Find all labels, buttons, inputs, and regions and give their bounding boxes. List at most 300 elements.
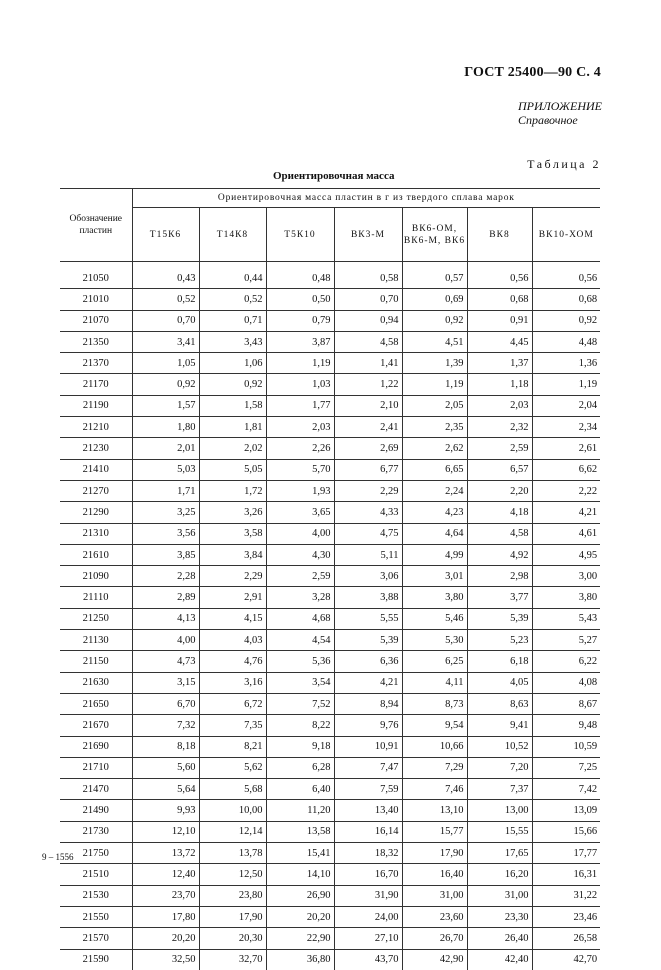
mass-value-cell: 2,04	[532, 395, 600, 416]
table-row	[60, 906, 600, 927]
column-header: ВК6-ОМ, ВК6-М, ВК6	[402, 208, 467, 262]
column-header: ВК8	[467, 208, 532, 262]
plate-designation-cell: 21570	[60, 928, 132, 949]
mass-value-cell: 7,35	[199, 715, 266, 736]
mass-value-cell: 26,90	[266, 885, 334, 906]
mass-value-cell: 4,21	[532, 502, 600, 523]
mass-value-cell: 13,72	[132, 843, 199, 864]
mass-value-cell: 17,90	[199, 906, 266, 927]
mass-value-cell: 4,58	[334, 331, 402, 352]
mass-value-cell: 0,44	[199, 262, 266, 289]
mass-value-cell: 2,59	[266, 566, 334, 587]
mass-value-cell: 12,14	[199, 821, 266, 842]
mass-value-cell: 1,77	[266, 395, 334, 416]
mass-value-cell: 13,10	[402, 800, 467, 821]
mass-value-cell: 17,77	[532, 843, 600, 864]
mass-value-cell: 3,06	[334, 566, 402, 587]
mass-value-cell: 0,69	[402, 289, 467, 310]
plate-designation-cell: 21070	[60, 310, 132, 331]
plate-designation-cell: 21050	[60, 262, 132, 289]
table-row	[60, 630, 600, 651]
mass-value-cell: 5,43	[532, 608, 600, 629]
appendix-block	[518, 99, 602, 127]
mass-value-cell: 2,24	[402, 480, 467, 501]
mass-value-cell: 1,03	[266, 374, 334, 395]
mass-value-cell: 2,28	[132, 566, 199, 587]
mass-value-cell: 1,36	[532, 353, 600, 374]
mass-value-cell: 5,27	[532, 630, 600, 651]
mass-value-cell: 6,18	[467, 651, 532, 672]
table-row	[60, 864, 600, 885]
plate-designation-cell: 21750	[60, 843, 132, 864]
mass-value-cell: 0,71	[199, 310, 266, 331]
mass-value-cell: 3,65	[266, 502, 334, 523]
mass-value-cell: 3,88	[334, 587, 402, 608]
plate-designation-cell: 21090	[60, 566, 132, 587]
mass-value-cell: 2,69	[334, 438, 402, 459]
mass-value-cell: 4,18	[467, 502, 532, 523]
plate-designation-cell: 21730	[60, 821, 132, 842]
mass-value-cell: 3,43	[199, 331, 266, 352]
mass-value-cell: 15,66	[532, 821, 600, 842]
mass-value-cell: 1,57	[132, 395, 199, 416]
mass-value-cell: 4,08	[532, 672, 600, 693]
mass-value-cell: 0,50	[266, 289, 334, 310]
mass-value-cell: 4,95	[532, 544, 600, 565]
table-row	[60, 928, 600, 949]
table-row	[60, 843, 600, 864]
page-header: ГОСТ 25400—90 С. 4	[464, 65, 601, 80]
mass-value-cell: 15,77	[402, 821, 467, 842]
mass-value-cell: 6,25	[402, 651, 467, 672]
mass-value-cell: 2,91	[199, 587, 266, 608]
mass-value-cell: 2,20	[467, 480, 532, 501]
mass-value-cell: 16,20	[467, 864, 532, 885]
mass-value-cell: 20,30	[199, 928, 266, 949]
mass-value-cell: 15,41	[266, 843, 334, 864]
plate-designation-cell: 21530	[60, 885, 132, 906]
table-row	[60, 800, 600, 821]
mass-value-cell: 8,22	[266, 715, 334, 736]
mass-value-cell: 3,85	[132, 544, 199, 565]
mass-value-cell: 17,90	[402, 843, 467, 864]
mass-value-cell: 5,60	[132, 757, 199, 778]
mass-value-cell: 6,65	[402, 459, 467, 480]
plate-designation-cell: 21110	[60, 587, 132, 608]
mass-table	[60, 188, 600, 970]
mass-value-cell: 20,20	[132, 928, 199, 949]
mass-value-cell: 4,61	[532, 523, 600, 544]
mass-value-cell: 23,60	[402, 906, 467, 927]
mass-value-cell: 16,31	[532, 864, 600, 885]
table-header-row	[60, 189, 600, 208]
mass-value-cell: 9,48	[532, 715, 600, 736]
mass-value-cell: 7,52	[266, 693, 334, 714]
plate-designation-cell: 21710	[60, 757, 132, 778]
mass-value-cell: 4,58	[467, 523, 532, 544]
plate-designation-cell: 21010	[60, 289, 132, 310]
mass-value-cell: 1,05	[132, 353, 199, 374]
mass-value-cell: 5,39	[467, 608, 532, 629]
mass-value-cell: 12,50	[199, 864, 266, 885]
table-row	[60, 374, 600, 395]
mass-value-cell: 12,40	[132, 864, 199, 885]
table-row	[60, 523, 600, 544]
mass-value-cell: 0,94	[334, 310, 402, 331]
mass-value-cell: 7,42	[532, 779, 600, 800]
mass-value-cell: 1,19	[532, 374, 600, 395]
mass-value-cell: 2,61	[532, 438, 600, 459]
mass-value-cell: 7,32	[132, 715, 199, 736]
mass-value-cell: 0,43	[132, 262, 199, 289]
mass-value-cell: 1,41	[334, 353, 402, 374]
mass-value-cell: 43,70	[334, 949, 402, 970]
mass-value-cell: 6,62	[532, 459, 600, 480]
mass-value-cell: 3,56	[132, 523, 199, 544]
mass-value-cell: 3,77	[467, 587, 532, 608]
mass-value-cell: 2,62	[402, 438, 467, 459]
plate-designation-cell: 21630	[60, 672, 132, 693]
table-row	[60, 417, 600, 438]
table-row	[60, 949, 600, 970]
table-row	[60, 693, 600, 714]
mass-value-cell: 4,45	[467, 331, 532, 352]
mass-value-cell: 3,54	[266, 672, 334, 693]
mass-value-cell: 3,01	[402, 566, 467, 587]
mass-value-cell: 31,90	[334, 885, 402, 906]
plate-designation-cell: 21670	[60, 715, 132, 736]
plate-designation-cell: 21490	[60, 800, 132, 821]
mass-value-cell: 8,63	[467, 693, 532, 714]
mass-value-cell: 2,32	[467, 417, 532, 438]
mass-value-cell: 23,70	[132, 885, 199, 906]
mass-value-cell: 0,52	[132, 289, 199, 310]
mass-value-cell: 6,36	[334, 651, 402, 672]
mass-value-cell: 5,36	[266, 651, 334, 672]
plate-designation-cell: 21150	[60, 651, 132, 672]
mass-value-cell: 2,03	[266, 417, 334, 438]
plate-designation-cell: 21590	[60, 949, 132, 970]
mass-value-cell: 22,90	[266, 928, 334, 949]
mass-value-cell: 2,05	[402, 395, 467, 416]
mass-value-cell: 2,41	[334, 417, 402, 438]
mass-value-cell: 0,68	[532, 289, 600, 310]
mass-value-cell: 1,06	[199, 353, 266, 374]
mass-value-cell: 3,84	[199, 544, 266, 565]
plate-designation-cell: 21410	[60, 459, 132, 480]
mass-value-cell: 5,30	[402, 630, 467, 651]
mass-value-cell: 4,13	[132, 608, 199, 629]
table-number: Таблица 2	[527, 157, 601, 171]
mass-value-cell: 5,64	[132, 779, 199, 800]
mass-value-cell: 4,73	[132, 651, 199, 672]
mass-value-cell: 2,34	[532, 417, 600, 438]
mass-value-cell: 0,56	[467, 262, 532, 289]
mass-value-cell: 2,89	[132, 587, 199, 608]
plate-designation-cell: 21210	[60, 417, 132, 438]
mass-value-cell: 0,92	[402, 310, 467, 331]
table-row	[60, 438, 600, 459]
mass-value-cell: 11,20	[266, 800, 334, 821]
mass-value-cell: 23,46	[532, 906, 600, 927]
table-row	[60, 395, 600, 416]
mass-value-cell: 26,70	[402, 928, 467, 949]
mass-value-cell: 0,58	[334, 262, 402, 289]
mass-value-cell: 20,20	[266, 906, 334, 927]
mass-value-cell: 23,80	[199, 885, 266, 906]
table-row	[60, 480, 600, 501]
mass-value-cell: 0,56	[532, 262, 600, 289]
mass-value-cell: 13,40	[334, 800, 402, 821]
mass-value-cell: 3,00	[532, 566, 600, 587]
mass-value-cell: 1,19	[266, 353, 334, 374]
mass-value-cell: 32,50	[132, 949, 199, 970]
mass-value-cell: 4,75	[334, 523, 402, 544]
table-row	[60, 502, 600, 523]
mass-value-cell: 1,72	[199, 480, 266, 501]
mass-value-cell: 36,80	[266, 949, 334, 970]
mass-value-cell: 6,57	[467, 459, 532, 480]
mass-value-cell: 8,18	[132, 736, 199, 757]
mass-value-cell: 8,94	[334, 693, 402, 714]
table-row	[60, 262, 600, 289]
mass-value-cell: 6,77	[334, 459, 402, 480]
mass-value-cell: 1,19	[402, 374, 467, 395]
mass-value-cell: 2,22	[532, 480, 600, 501]
table-title: Ориентировочная масса	[273, 170, 395, 182]
mass-value-cell: 9,93	[132, 800, 199, 821]
designation-header: Обозначение пластин	[60, 189, 132, 262]
table-body	[60, 262, 600, 970]
mass-value-cell: 5,46	[402, 608, 467, 629]
mass-value-cell: 1,80	[132, 417, 199, 438]
mass-value-cell: 0,92	[532, 310, 600, 331]
mass-value-cell: 1,58	[199, 395, 266, 416]
mass-value-cell: 4,15	[199, 608, 266, 629]
mass-value-cell: 0,70	[334, 289, 402, 310]
column-header: ВК10-ХОМ	[532, 208, 600, 262]
mass-value-cell: 16,70	[334, 864, 402, 885]
mass-value-cell: 1,39	[402, 353, 467, 374]
mass-value-cell: 2,29	[334, 480, 402, 501]
table-row	[60, 331, 600, 352]
plate-designation-cell: 21690	[60, 736, 132, 757]
mass-value-cell: 5,70	[266, 459, 334, 480]
plate-designation-cell: 21350	[60, 331, 132, 352]
mass-value-cell: 2,59	[467, 438, 532, 459]
mass-value-cell: 2,26	[266, 438, 334, 459]
mass-value-cell: 2,29	[199, 566, 266, 587]
table-row	[60, 779, 600, 800]
mass-value-cell: 1,71	[132, 480, 199, 501]
table-row	[60, 587, 600, 608]
mass-value-cell: 16,40	[402, 864, 467, 885]
mass-value-cell: 31,22	[532, 885, 600, 906]
plate-designation-cell: 21610	[60, 544, 132, 565]
mass-value-cell: 5,03	[132, 459, 199, 480]
table-row	[60, 289, 600, 310]
table-row	[60, 821, 600, 842]
mass-value-cell: 7,37	[467, 779, 532, 800]
mass-value-cell: 0,68	[467, 289, 532, 310]
mass-value-cell: 13,78	[199, 843, 266, 864]
mass-value-cell: 26,58	[532, 928, 600, 949]
mass-value-cell: 4,03	[199, 630, 266, 651]
mass-value-cell: 31,00	[402, 885, 467, 906]
mass-value-cell: 17,65	[467, 843, 532, 864]
mass-value-cell: 4,48	[532, 331, 600, 352]
mass-value-cell: 0,70	[132, 310, 199, 331]
mass-value-cell: 5,55	[334, 608, 402, 629]
mass-value-cell: 2,35	[402, 417, 467, 438]
plate-designation-cell: 21270	[60, 480, 132, 501]
mass-value-cell: 5,05	[199, 459, 266, 480]
plate-designation-cell: 21170	[60, 374, 132, 395]
mass-value-cell: 13,09	[532, 800, 600, 821]
plate-designation-cell: 21130	[60, 630, 132, 651]
mass-value-cell: 24,00	[334, 906, 402, 927]
table-row	[60, 757, 600, 778]
mass-value-cell: 4,64	[402, 523, 467, 544]
mass-value-cell: 8,21	[199, 736, 266, 757]
table-row	[60, 544, 600, 565]
mass-value-cell: 7,20	[467, 757, 532, 778]
mass-value-cell: 9,76	[334, 715, 402, 736]
mass-value-cell: 10,66	[402, 736, 467, 757]
mass-value-cell: 3,80	[402, 587, 467, 608]
mass-value-cell: 18,32	[334, 843, 402, 864]
mass-value-cell: 0,52	[199, 289, 266, 310]
mass-value-cell: 3,87	[266, 331, 334, 352]
table-row	[60, 736, 600, 757]
column-header: Т5К10	[266, 208, 334, 262]
mass-value-cell: 0,79	[266, 310, 334, 331]
mass-value-cell: 10,59	[532, 736, 600, 757]
mass-value-cell: 17,80	[132, 906, 199, 927]
mass-value-cell: 0,91	[467, 310, 532, 331]
mass-value-cell: 4,68	[266, 608, 334, 629]
mass-value-cell: 6,28	[266, 757, 334, 778]
mass-value-cell: 2,03	[467, 395, 532, 416]
mass-value-cell: 3,15	[132, 672, 199, 693]
mass-value-cell: 4,51	[402, 331, 467, 352]
mass-value-cell: 32,70	[199, 949, 266, 970]
plate-designation-cell: 21230	[60, 438, 132, 459]
mass-value-cell: 4,33	[334, 502, 402, 523]
mass-value-cell: 27,10	[334, 928, 402, 949]
mass-value-cell: 26,40	[467, 928, 532, 949]
mass-value-cell: 31,00	[467, 885, 532, 906]
mass-value-cell: 16,14	[334, 821, 402, 842]
table-row	[60, 459, 600, 480]
mass-value-cell: 4,00	[132, 630, 199, 651]
mass-value-cell: 4,54	[266, 630, 334, 651]
mass-value-cell: 23,30	[467, 906, 532, 927]
plate-designation-cell: 21550	[60, 906, 132, 927]
mass-value-cell: 5,23	[467, 630, 532, 651]
table-row	[60, 566, 600, 587]
mass-value-cell: 3,28	[266, 587, 334, 608]
mass-value-cell: 4,76	[199, 651, 266, 672]
mass-value-cell: 7,25	[532, 757, 600, 778]
plate-designation-cell: 21650	[60, 693, 132, 714]
mass-value-cell: 9,18	[266, 736, 334, 757]
mass-value-cell: 4,05	[467, 672, 532, 693]
table-row	[60, 885, 600, 906]
table-row	[60, 651, 600, 672]
mass-value-cell: 7,47	[334, 757, 402, 778]
mass-value-cell: 4,30	[266, 544, 334, 565]
mass-value-cell: 2,98	[467, 566, 532, 587]
mass-value-cell: 42,90	[402, 949, 467, 970]
mass-value-cell: 3,25	[132, 502, 199, 523]
mass-value-cell: 3,58	[199, 523, 266, 544]
mass-value-cell: 5,39	[334, 630, 402, 651]
mass-value-cell: 0,92	[132, 374, 199, 395]
mass-value-cell: 13,00	[467, 800, 532, 821]
mass-value-cell: 1,18	[467, 374, 532, 395]
mass-value-cell: 0,48	[266, 262, 334, 289]
mass-value-cell: 3,41	[132, 331, 199, 352]
plate-designation-cell: 21470	[60, 779, 132, 800]
mass-value-cell: 3,16	[199, 672, 266, 693]
mass-value-cell: 7,46	[402, 779, 467, 800]
plate-designation-cell: 21250	[60, 608, 132, 629]
mass-value-cell: 4,23	[402, 502, 467, 523]
mass-value-cell: 8,67	[532, 693, 600, 714]
mass-value-cell: 13,58	[266, 821, 334, 842]
mass-value-cell: 0,57	[402, 262, 467, 289]
mass-value-cell: 1,22	[334, 374, 402, 395]
plate-designation-cell: 21190	[60, 395, 132, 416]
mass-value-cell: 6,40	[266, 779, 334, 800]
mass-value-cell: 2,01	[132, 438, 199, 459]
mass-value-cell: 12,10	[132, 821, 199, 842]
column-header: Т15К6	[132, 208, 199, 262]
mass-value-cell: 8,73	[402, 693, 467, 714]
mass-value-cell: 6,70	[132, 693, 199, 714]
mass-value-cell: 5,68	[199, 779, 266, 800]
footer-code: 9 – 1556	[42, 852, 74, 862]
appendix-type: Справочное	[518, 113, 578, 127]
mass-value-cell: 14,10	[266, 864, 334, 885]
plate-designation-cell: 21310	[60, 523, 132, 544]
mass-value-cell: 5,62	[199, 757, 266, 778]
table-row	[60, 715, 600, 736]
mass-value-cell: 15,55	[467, 821, 532, 842]
mass-value-cell: 5,11	[334, 544, 402, 565]
mass-value-cell: 3,26	[199, 502, 266, 523]
mass-value-cell: 4,21	[334, 672, 402, 693]
mass-value-cell: 4,99	[402, 544, 467, 565]
column-header: Т14К8	[199, 208, 266, 262]
plate-designation-cell: 21510	[60, 864, 132, 885]
mass-value-cell: 10,91	[334, 736, 402, 757]
mass-value-cell: 3,80	[532, 587, 600, 608]
mass-value-cell: 42,70	[532, 949, 600, 970]
plate-designation-cell: 21290	[60, 502, 132, 523]
mass-value-cell: 6,22	[532, 651, 600, 672]
mass-value-cell: 1,93	[266, 480, 334, 501]
mass-value-cell: 42,40	[467, 949, 532, 970]
mass-value-cell: 10,00	[199, 800, 266, 821]
mass-value-cell: 0,92	[199, 374, 266, 395]
mass-value-cell: 4,11	[402, 672, 467, 693]
mass-value-cell: 2,10	[334, 395, 402, 416]
mass-value-cell: 4,00	[266, 523, 334, 544]
group-header: Ориентировочная масса пластин в г из твердого сплава марок	[132, 189, 600, 208]
table-row	[60, 608, 600, 629]
